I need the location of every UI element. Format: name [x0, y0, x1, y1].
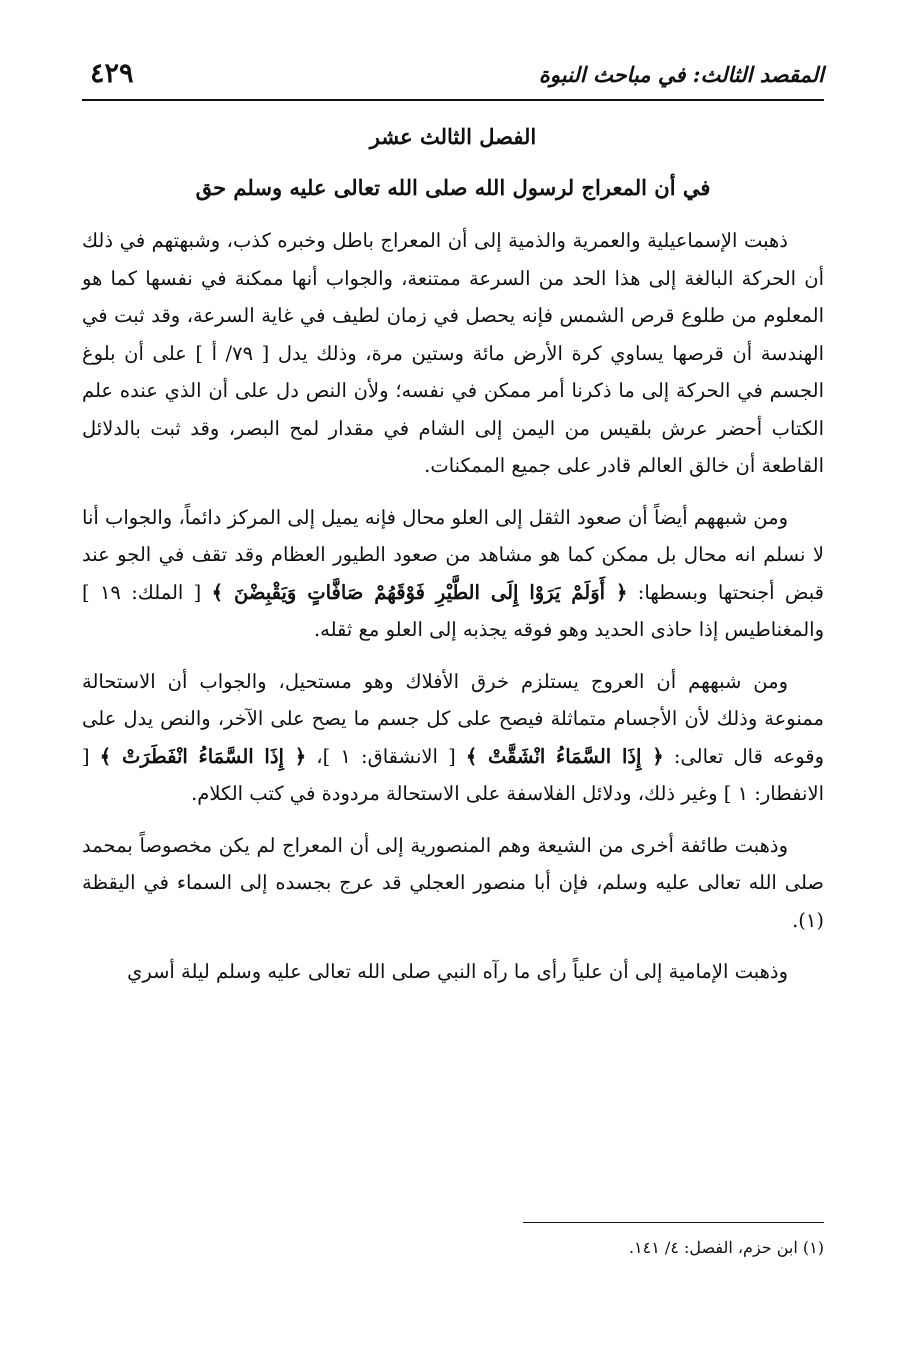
chapter-subtitle: في أن المعراج لرسول الله صلى الله تعالى عليه وسلم حق	[195, 175, 711, 200]
paragraph-text: ومن شبههم أيضاً أن صعود الثقل إلى العلو محال فإنه يميل إلى المركز دائماً، والجواب أنا لا نسلم انه محال بل ممكن كما هو مشاهد من صعود الطيور العظام وقد تقف في الجو عند قبض أجنحتها وبسطها:	[82, 505, 825, 604]
running-header	[82, 58, 824, 98]
paragraph-text: ومن شبههم أن العروج يستلزم خرق الأفلاك وهو مستحيل، والجواب أن الاستحالة ممنوعة وذلك لأن الأجسام متماثلة فيصح على كل جسم ما يصح على الآخر، والنص يدل على وقوعه قال تعالى:	[82, 669, 825, 768]
paragraph-1	[82, 222, 824, 485]
paragraph-text: وذهبت طائفة أخرى من الشيعة وهم المنصورية إلى أن المعراج لم يكن مخصوصاً بمحمد صلى الله تعالى عليه وسلم، فإن أبا منصور العجلي قد عرج بجسده إلى السماء في اليقظة (١).	[82, 833, 824, 932]
paragraph-text: ذهبت الإسماعيلية والعمرية والذمية إلى أن المعراج باطل وخبره كذب، وشبهتهم في ذلك أن الحركة البالغة إلى هذا الحد من السرعة ممتنعة، والجواب أنها ممكنة في نفسها كما هو المعلوم من طلوع قرص الشمس فإنه يحصل في زمان لطيف في غاية السرعة، وقد ثبت في الهندسة أن قرصها يساوي كرة الأرض مائة وستين مرة، وذلك يدل [ ٧٩/ أ ] على أن بلوغ الجسم في الحركة إلى ما ذكرنا أمر ممكن في نفسه؛ ولأن النص دل على أن الذي عنده علم الكتاب أحضر عرش بلقيس من اليمن إلى الشام في مقدار لمح البصر، وقد ثبت بالدلائل القاطعة أن خالق العالم قادر على جميع الممكنات.	[82, 229, 824, 477]
footnote: (١) ابن حزم، الفصل: ٤/ ١٤١.	[628, 1238, 824, 1257]
paragraph-3	[82, 663, 824, 813]
page-number: ٤٢٩	[90, 58, 134, 89]
body-text	[82, 222, 824, 1005]
paragraph-2	[82, 499, 824, 649]
quran-quote: ﴿ أَوَلَمْ يَرَوْا إِلَى الطَّيْرِ فَوْقَهُمْ صَافَّاتٍ وَيَقْبِضْنَ ﴾	[211, 580, 628, 604]
header-rule	[82, 99, 824, 101]
running-header-title: المقصد الثالث: في مباحث النبوة	[538, 62, 824, 87]
quran-quote: ﴿ إِذَا السَّمَاءُ انْفَطَرَتْ ﴾	[99, 744, 307, 768]
paragraph-4	[82, 827, 824, 940]
quran-quote: ﴿ إِذَا السَّمَاءُ انْشَقَّتْ ﴾	[465, 744, 664, 768]
footnote-rule	[523, 1222, 824, 1223]
paragraph-text: [ الانفطار: ١ ] وغير ذلك، ودلائل الفلاسفة على الاستحالة مردودة في كتب الكلام.	[82, 744, 824, 805]
chapter-title: الفصل الثالث عشر	[369, 124, 537, 149]
paragraph-5	[82, 953, 824, 991]
paragraph-text: [ الملك: ١٩ ] والمغناطيس إذا حاذى الحديد وهو فوقه يجذبه إلى العلو مع ثقله.	[82, 580, 824, 641]
paragraph-text: وذهبت الإمامية إلى أن علياً رأى ما رآه النبي صلى الله تعالى عليه وسلم ليلة أسري	[127, 960, 788, 983]
paragraph-text: [ الانشقاق: ١ ]،	[316, 744, 456, 768]
